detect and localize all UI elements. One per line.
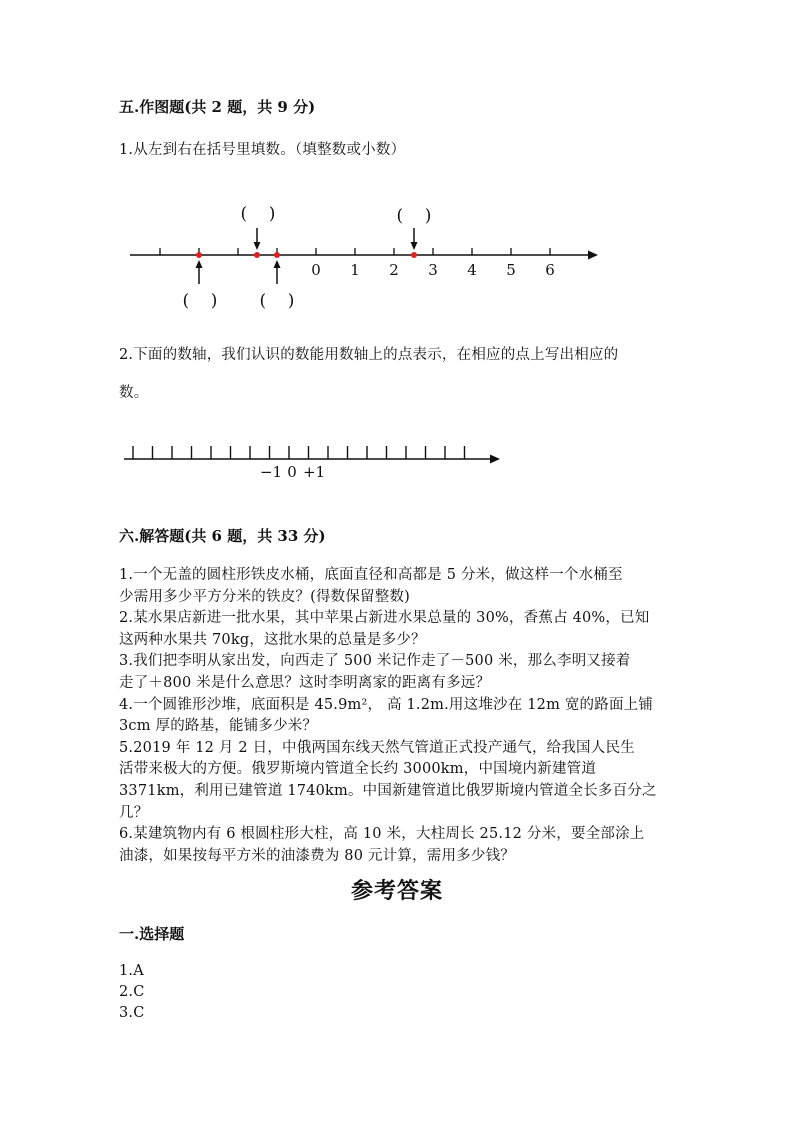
answer-blank[interactable]: ( ): [259, 291, 295, 311]
axis-label: 2: [389, 261, 399, 279]
question-line: 2.某水果店新进一批水果，其中苹果占新进水果总量的 30%，香蕉占 40%，已知: [119, 610, 650, 627]
question-line: 油漆，如果按每平方米的油漆费为 80 元计算，需用多少钱？: [119, 847, 515, 864]
answer-blank[interactable]: ( ): [396, 206, 432, 226]
answer-blank[interactable]: ( ): [240, 204, 276, 224]
axis-label: 4: [467, 261, 477, 279]
question-line: 这两种水果共 70kg，这批水果的总量是多少？: [119, 631, 426, 648]
question-line: 走了＋800 米是什么意思？这时李明离家的距离有多远？: [119, 674, 491, 691]
question-line: 几？: [119, 804, 149, 821]
question-line: 3371km，利用已建管道 1740km。中国新建管道比俄罗斯境内管道全长多百分之: [119, 782, 657, 799]
answer-key-title: 参考答案: [350, 878, 443, 904]
axis-label: 6: [545, 261, 555, 279]
section6-heading: 六.解答题(共 6 题，共 33 分): [119, 527, 326, 545]
question-line: 活带来极大的方便。俄罗斯境内管道全长约 3000km，中国境内新建管道: [119, 761, 597, 778]
q5-2-text-line1: 2.下面的数轴，我们认识的数能用数轴上的点表示，在相应的点上写出相应的: [119, 347, 619, 363]
number-line-2-arrowhead: [490, 455, 500, 464]
question-line: 少需用多少平方分米的铁皮？(得数保留整数): [119, 588, 411, 605]
answer-item: 1.A: [119, 963, 144, 979]
q5-1-text: 1.从左到右在括号里填数。（填整数或小数）: [119, 142, 406, 158]
question-line: 1.一个无盖的圆柱形铁皮水桶，底面直径和高都是 5 分米，做这样一个水桶至: [119, 567, 623, 583]
axis-label: +1: [302, 463, 326, 481]
question-line: 6.某建筑物内有 6 根圆柱形大柱，高 10 米，大柱周长 25.12 分米，要全部涂上: [119, 826, 645, 843]
answer-blank[interactable]: ( ): [182, 291, 218, 311]
answers-heading: 一.选择题: [119, 925, 185, 943]
axis-label: 3: [428, 261, 438, 279]
number-line-2-ticks: [133, 446, 465, 459]
axis-label: 0: [311, 261, 321, 279]
axis-label: 5: [506, 261, 516, 279]
question-line: 3cm 厚的路基，能铺多少米？: [119, 718, 318, 735]
axis-label: 1: [350, 261, 360, 279]
answer-item: 3.C: [119, 1005, 145, 1021]
answer-item: 2.C: [119, 984, 145, 1000]
section5-heading: 五.作图题(共 2 题，共 9 分): [119, 98, 316, 116]
axis-label: 0: [287, 463, 297, 481]
answers-list: [119, 963, 145, 1026]
question-line: 4.一个圆锥形沙堆，底面积是 45.9m²， 高 1.2m.用这堆沙在 12m 宽的路面上铺: [119, 696, 654, 713]
question-line: 3.我们把李明从家出发，向西走了 500 米记作走了－500 米，那么李明又接着: [119, 653, 631, 670]
section6-question-list: [119, 563, 657, 865]
question-line: 5.2019 年 12 月 2 日，中俄两国东线天然气管道正式投产通气，给我国人民生: [119, 739, 635, 756]
axis-label: −1: [259, 463, 283, 481]
q5-2-text-line2: 数。: [119, 385, 149, 401]
